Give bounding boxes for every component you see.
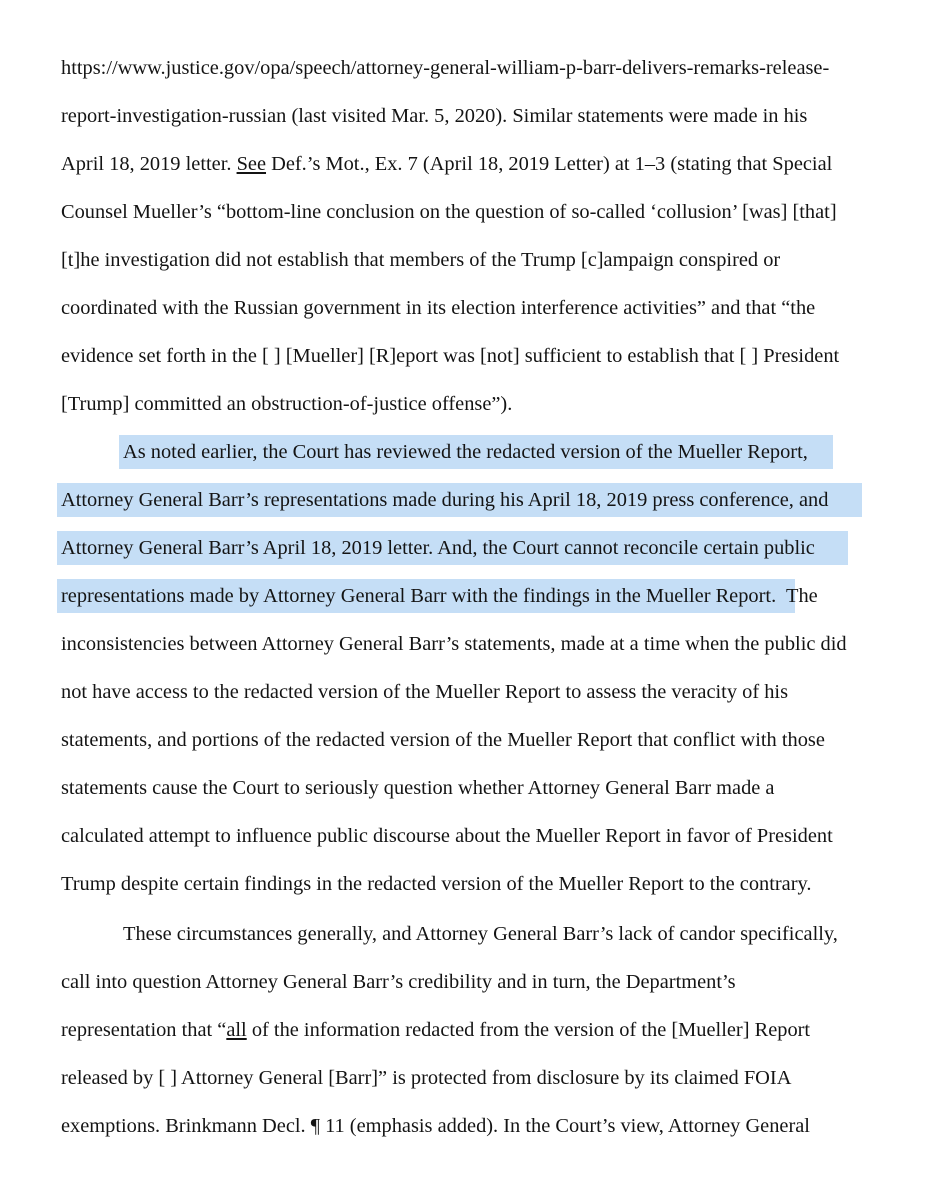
text-line: Trump despite certain findings in the redacted version of the Mueller Report to the contrary. xyxy=(61,873,812,895)
text-line: statements cause the Court to seriously question whether Attorney General Barr made a xyxy=(61,777,775,799)
text-line: coordinated with the Russian government in its election interference activities” and that “the xyxy=(61,297,816,319)
text-line: calculated attempt to influence public discourse about the Mueller Report in favor of President xyxy=(61,825,833,847)
text-line: call into question Attorney General Barr’s credibility and in turn, the Department’s xyxy=(61,971,736,993)
text-line: Counsel Mueller’s “bottom-line conclusion on the question of so-called ‘collusion’ [was] [that] xyxy=(61,201,837,223)
text-line: These circumstances generally, and Attorney General Barr’s lack of candor specifically, xyxy=(123,923,838,945)
text-line xyxy=(61,147,832,181)
text-line: inconsistencies between Attorney General Barr’s statements, made at a time when the public did xyxy=(61,633,847,655)
emphasis-all: all xyxy=(226,1019,247,1041)
text-line: [t]he investigation did not establish that members of the Trump [c]ampaign conspired or xyxy=(61,249,781,271)
text-span: The xyxy=(776,585,818,607)
text-span: representation that “ xyxy=(61,1019,227,1041)
text-line xyxy=(61,1013,810,1047)
text-span: Def.’s Mot., Ex. 7 (April 18, 2019 Letter) at 1–3 (stating that Special xyxy=(266,153,833,175)
text-span: of the information redacted from the version of the [Mueller] Report xyxy=(246,1019,811,1041)
text-line: exemptions. Brinkmann Decl. ¶ 11 (emphasis added). In the Court’s view, Attorney General xyxy=(61,1115,810,1137)
text-line: statements, and portions of the redacted version of the Mueller Report that conflict with those xyxy=(61,729,825,751)
text-line xyxy=(61,579,818,613)
highlighted-text: representations made by Attorney General Barr with the findings in the Mueller Report. xyxy=(61,585,777,607)
highlighted-line: Attorney General Barr’s representations made during his April 18, 2019 press conference, and xyxy=(61,489,829,511)
text-line: https://www.justice.gov/opa/speech/attorney-general-william-p-barr-delivers-remarks-release- xyxy=(61,57,830,79)
text-line: evidence set forth in the [ ] [Mueller] [R]eport was [not] sufficient to establish that [ ] President xyxy=(61,345,840,367)
highlighted-line: Attorney General Barr’s April 18, 2019 letter. And, the Court cannot reconcile certain public xyxy=(61,537,815,559)
text-line: released by [ ] Attorney General [Barr]” is protected from disclosure by its claimed FOIA xyxy=(61,1067,792,1089)
highlighted-line: As noted earlier, the Court has reviewed the redacted version of the Mueller Report, xyxy=(123,441,808,463)
text-span: April 18, 2019 letter. xyxy=(61,153,237,175)
text-line: not have access to the redacted version of the Mueller Report to assess the veracity of his xyxy=(61,681,789,703)
text-line: report-investigation-russian (last visited Mar. 5, 2020). Similar statements were made in his xyxy=(61,105,808,127)
see-signal: See xyxy=(236,153,267,175)
text-line: [Trump] committed an obstruction-of-justice offense”). xyxy=(61,393,513,415)
